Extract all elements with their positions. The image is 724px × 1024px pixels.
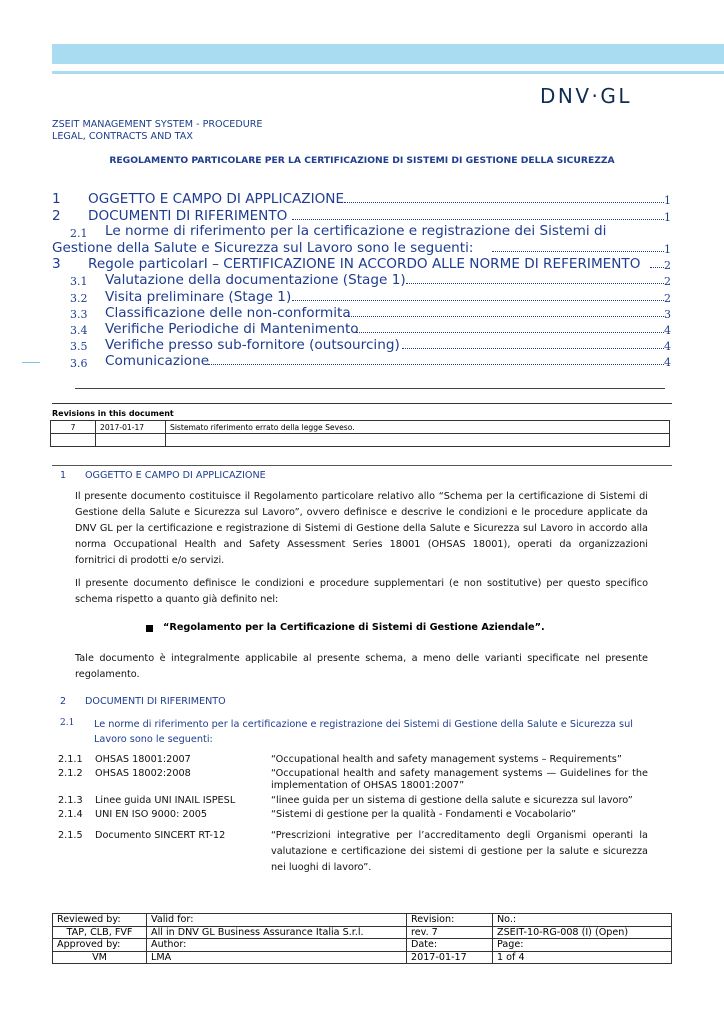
- toc-num[interactable]: 2: [52, 208, 61, 224]
- toc-entry-text[interactable]: Regole particolarI – CERTIFICAZIONE IN ACCORDO ALLE NORME DI REFERIMENTO: [88, 256, 641, 272]
- footer-cell: Date:: [407, 939, 493, 952]
- footer-cell: Author:: [147, 939, 407, 952]
- table-row: [53, 951, 672, 964]
- footer-cell: 2017-01-17: [407, 951, 493, 964]
- reference-number: 2.1.5: [58, 830, 83, 841]
- reference-description-cont: implementation of OHSAS 18001:2007”: [271, 780, 465, 791]
- section-2-title: DOCUMENTI DI RIFERIMENTO: [85, 696, 226, 707]
- footer-cell: Page:: [493, 939, 672, 952]
- revision-number: 7: [51, 421, 96, 434]
- footer-cell: No.:: [493, 914, 672, 927]
- toc-page: 2: [664, 275, 671, 288]
- table-row: [53, 926, 672, 939]
- toc-num[interactable]: 3: [52, 256, 61, 272]
- toc-num[interactable]: 2.1: [70, 227, 88, 240]
- reference-number: 2.1.3: [58, 795, 83, 806]
- reference-description-line: “Prescrizioni integrative per l’accreditamento degli Organismi operanti la: [271, 830, 648, 841]
- toc-entry-text[interactable]: Verifiche presso sub-fornitore (outsourcing): [105, 337, 400, 353]
- paragraph-line: DNV GL per la certificazione e registrazione di Sistemi di Gestione della Salute e Sicurezza sul Lavoro in accordo alla: [75, 523, 648, 534]
- reference-name: Linee guida UNI INAIL ISPESL: [95, 795, 236, 806]
- toc-entry-text[interactable]: Visita preliminare (Stage 1): [105, 289, 292, 305]
- footer-cell: Approved by:: [53, 939, 147, 952]
- table-row: [53, 939, 672, 952]
- revision-description: Sistemato riferimento errato della legge Seveso.: [166, 421, 670, 434]
- revision-date: 2017-01-17: [96, 421, 166, 434]
- reference-number: 2.1.4: [58, 809, 83, 820]
- section-1-title: OGGETTO E CAMPO DI APPLICAZIONE: [85, 470, 266, 481]
- toc-page: 1: [664, 194, 671, 207]
- toc-entry-text-cont[interactable]: Gestione della Salute e Sicurezza sul Lavoro sono le seguenti:: [52, 240, 474, 256]
- subsection-line: Le norme di riferimento per la certificazione e registrazione dei Sistemi di Gestione della Salute e Sicurezza sul: [94, 719, 633, 730]
- reference-description-line: nei luoghi di lavoro”.: [271, 862, 372, 873]
- reference-name: OHSAS 18002:2008: [95, 768, 191, 779]
- reference-description: “linee guida per un sistema di gestione della salute e sicurezza sul lavoro”: [271, 795, 633, 806]
- header-dept-line: LEGAL, CONTRACTS AND TAX: [52, 131, 193, 142]
- toc-num[interactable]: 3.2: [70, 292, 88, 305]
- reference-number: 2.1.1: [58, 754, 83, 765]
- subsection-2-1-number: 2.1: [60, 718, 75, 728]
- header-system-line: ZSEIT MANAGEMENT SYSTEM - PROCEDURE: [52, 119, 263, 130]
- revisions-title: Revisions in this document: [52, 409, 174, 418]
- footer-cell: LMA: [147, 951, 407, 964]
- toc-page: 1: [664, 211, 671, 224]
- toc-entry-text[interactable]: OGGETTO E CAMPO DI APPLICAZIONE: [88, 191, 345, 207]
- footer-cell: Revision:: [407, 914, 493, 927]
- toc-page: 4: [664, 340, 671, 353]
- bullet-text: “Regolamento per la Certificazione di Sistemi di Gestione Aziendale”.: [163, 622, 545, 633]
- toc-page: 4: [664, 324, 671, 337]
- toc-num[interactable]: 3.4: [70, 324, 88, 337]
- table-row: [53, 914, 672, 927]
- reference-name: OHSAS 18001:2007: [95, 754, 191, 765]
- toc-entry-text[interactable]: Classificazione delle non-conformita: [105, 305, 351, 321]
- paragraph-line: regolamento.: [75, 669, 140, 680]
- subsection-line: Lavoro sono le seguenti:: [94, 734, 213, 745]
- toc-entry-text[interactable]: Verifiche Periodiche di Mantenimento: [105, 321, 359, 337]
- toc-num[interactable]: 3.5: [70, 340, 88, 353]
- toc-num[interactable]: 3.6: [70, 357, 88, 370]
- toc-entry-text[interactable]: DOCUMENTI DI RIFERIMENTO: [88, 208, 288, 224]
- reference-description: “Occupational health and safety management systems – Requirements”: [271, 754, 622, 765]
- toc-num[interactable]: 3.3: [70, 308, 88, 321]
- toc-page: 4: [664, 356, 671, 369]
- footer-cell: TAP, CLB, FVF: [53, 926, 147, 939]
- dnv-gl-logo: DNV·GL: [540, 84, 633, 108]
- paragraph-line: Tale documento è integralmente applicabile al presente schema, a meno delle varianti specificate nel presente: [75, 653, 648, 664]
- paragraph-line: norma Occupational Health and Safety Assessment Series 18001 (OHSAS 18001), operati da organizzazioni: [75, 539, 648, 550]
- toc-num[interactable]: 3.1: [70, 275, 88, 288]
- paragraph-line: Il presente documento costituisce il Regolamento particolare relativo allo “Schema per la certificazione di Sistemi di: [75, 491, 648, 502]
- paragraph-line: Il presente documento definisce le condizioni e procedure supplementari (e non sostitutive) per questo specifico: [75, 578, 648, 589]
- footer-cell: All in DNV GL Business Assurance Italia S.r.l.: [147, 926, 407, 939]
- paragraph-line: Gestione della Salute e Sicurezza sul Lavoro”, ovvero definisce e descrive le condizioni e le procedure applicate da: [75, 507, 648, 518]
- reference-description: “Sistemi di gestione per la qualità - Fondamenti e Vocabolario”: [271, 809, 576, 820]
- document-title: REGOLAMENTO PARTICOLARE PER LA CERTIFICAZIONE DI SISTEMI DI GESTIONE DELLA SICUREZZA: [109, 155, 615, 166]
- reference-name: UNI EN ISO 9000: 2005: [95, 809, 208, 820]
- document-footer-table: [52, 913, 672, 964]
- toc-page: 2: [664, 292, 671, 305]
- footer-cell: 1 of 4: [493, 951, 672, 964]
- toc-page: 1: [664, 243, 671, 256]
- toc-entry-text[interactable]: Comunicazione: [105, 353, 210, 369]
- paragraph-line: schema rispetto a quanto già definito nel:: [75, 594, 279, 605]
- section-1-number: 1: [60, 470, 67, 481]
- paragraph-line: fornitrici di prodotti e/o servizi.: [75, 555, 225, 566]
- reference-description: “Occupational health and safety management systems — Guidelines for the: [271, 768, 648, 779]
- footer-cell: Valid for:: [147, 914, 407, 927]
- reference-description: [271, 828, 648, 876]
- footer-cell: Reviewed by:: [53, 914, 147, 927]
- toc-num[interactable]: 1: [52, 191, 61, 207]
- reference-number: 2.1.2: [58, 768, 83, 779]
- section-2-number: 2: [60, 696, 67, 707]
- toc-page: 2: [664, 259, 671, 272]
- toc-entry-text[interactable]: Valutazione della documentazione (Stage 1): [105, 272, 406, 288]
- reference-description-line: valutazione e certificazione dei sistemi di gestione per la salute e sicurezza: [271, 846, 648, 857]
- footer-cell: rev. 7: [407, 926, 493, 939]
- footer-cell: ZSEIT-10-RG-008 (I) (Open): [493, 926, 672, 939]
- toc-entry-text[interactable]: Le norme di riferimento per la certificazione e registrazione dei Sistemi di: [105, 223, 607, 239]
- toc-page: 3: [664, 308, 671, 321]
- footer-cell: VM: [53, 951, 147, 964]
- reference-name: Documento SINCERT RT-12: [95, 830, 226, 841]
